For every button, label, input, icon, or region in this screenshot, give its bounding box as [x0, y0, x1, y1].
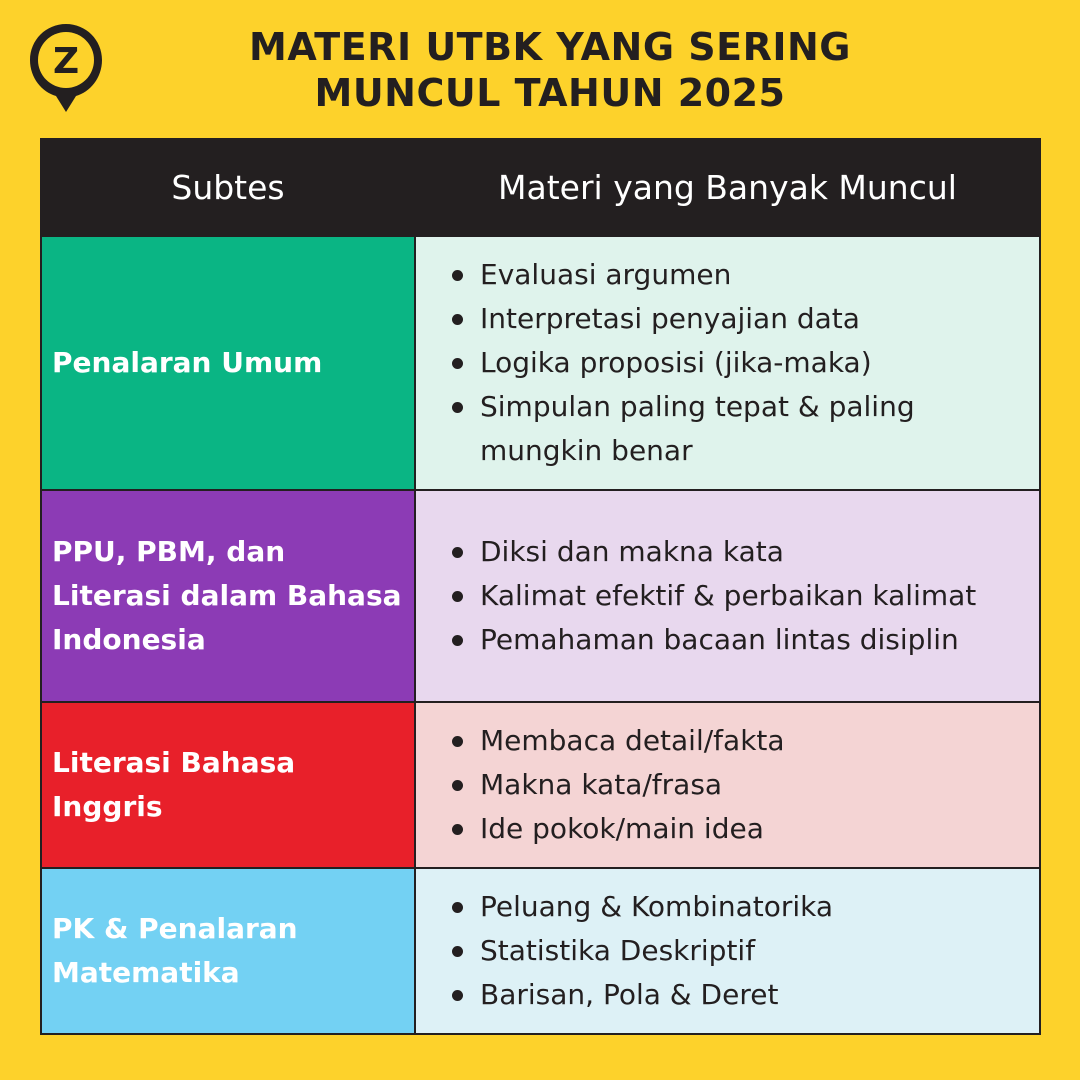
list-item: Evaluasi argumen [450, 253, 1025, 297]
subtes-cell: Literasi Bahasa Inggris [41, 702, 415, 868]
materi-cell [415, 490, 1040, 702]
list-item: Peluang & Kombinatorika [450, 885, 1025, 929]
materi-cell [415, 702, 1040, 868]
materi-list [450, 530, 1025, 662]
table-row [41, 868, 1040, 1034]
page-title [150, 24, 950, 116]
table-row [41, 490, 1040, 702]
materi-list [450, 719, 1025, 851]
logo-letter: Z [52, 41, 80, 82]
header-materi: Materi yang Banyak Muncul [415, 139, 1040, 236]
table-header-row [41, 139, 1040, 236]
materi-list [450, 885, 1025, 1017]
list-item: Barisan, Pola & Deret [450, 973, 1025, 1017]
z-logo-icon [26, 20, 106, 116]
header-subtes: Subtes [41, 139, 415, 236]
subtes-cell: Penalaran Umum [41, 236, 415, 490]
list-item: Membaca detail/fakta [450, 719, 1025, 763]
list-item: Pemahaman bacaan lintas disiplin [450, 618, 1025, 662]
table-row [41, 236, 1040, 490]
subtes-cell: PPU, PBM, dan Literasi dalam Bahasa Indonesia [41, 490, 415, 702]
subtes-cell: PK & Penalaran Matematika [41, 868, 415, 1034]
list-item: Simpulan paling tepat & paling mungkin benar [450, 385, 1025, 473]
list-item: Logika proposisi (jika-maka) [450, 341, 1025, 385]
list-item: Makna kata/frasa [450, 763, 1025, 807]
list-item: Diksi dan makna kata [450, 530, 1025, 574]
materi-cell [415, 236, 1040, 490]
title-line-1: MATERI UTBK YANG SERING [249, 25, 851, 69]
materi-table [40, 138, 1041, 1035]
materi-list [450, 253, 1025, 473]
list-item: Kalimat efektif & perbaikan kalimat [450, 574, 1025, 618]
title-line-2: MUNCUL TAHUN 2025 [314, 71, 786, 115]
materi-cell [415, 868, 1040, 1034]
list-item: Interpretasi penyajian data [450, 297, 1025, 341]
table-row [41, 702, 1040, 868]
list-item: Ide pokok/main idea [450, 807, 1025, 851]
list-item: Statistika Deskriptif [450, 929, 1025, 973]
